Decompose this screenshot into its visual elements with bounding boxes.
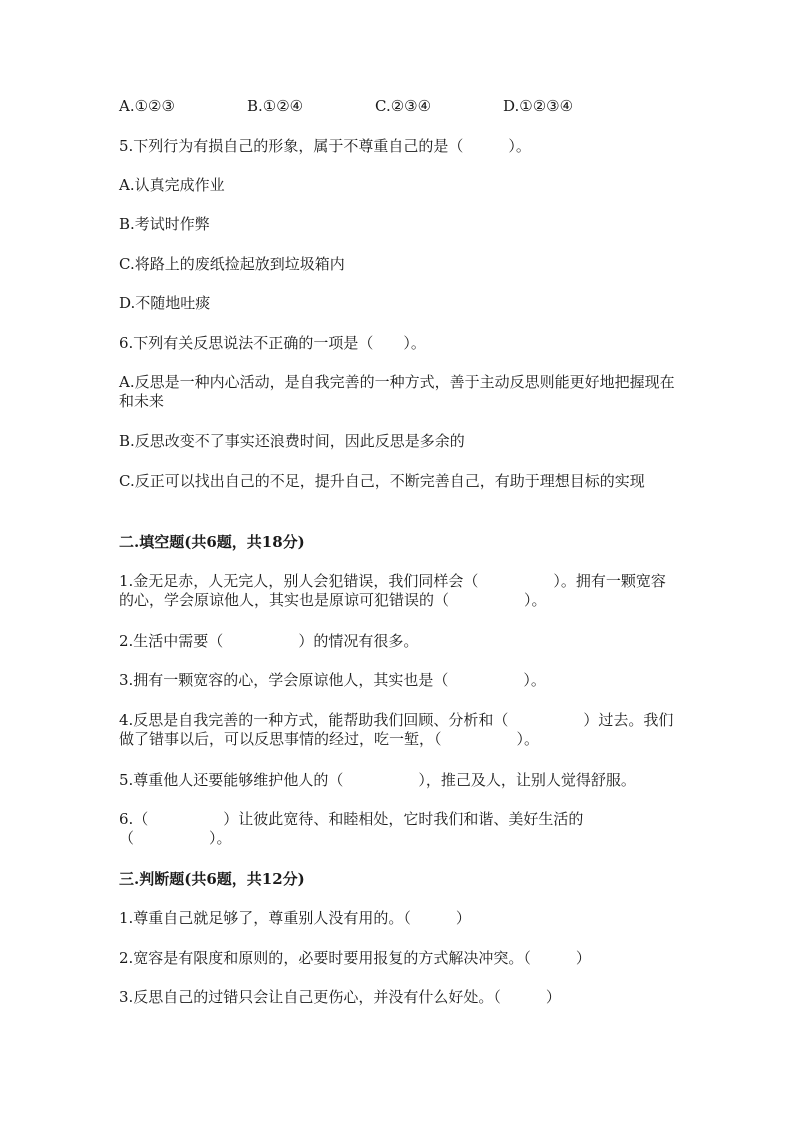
q4-option-c: C.②③④ xyxy=(375,97,432,115)
q6-stem: 6.下列有关反思说法不正确的一项是（ ）。 xyxy=(119,334,426,352)
judge-item-3: 3.反思自己的过错只会让自己更伤心，并没有什么好处。（ ） xyxy=(119,988,561,1006)
q5-option-b: B.考试时作弊 xyxy=(119,215,210,233)
q5-option-d: D.不随地吐痰 xyxy=(119,294,211,312)
fill-item-6: 6.（ ）让彼此宽待、和睦相处，它时我们和谐、美好生活的（ ）。 xyxy=(119,810,584,847)
q6-option-b: B.反思改变不了事实还浪费时间，因此反思是多余的 xyxy=(119,432,465,450)
q5-option-c: C.将路上的废纸捡起放到垃圾箱内 xyxy=(119,255,345,273)
fill-item-4: 4.反思是自我完善的一种方式，能帮助我们回顾、分析和（ ）过去。我们做了错事以后，可以反思事情的经过，吃一堑，（ ）。 xyxy=(119,711,674,748)
fill-item-5: 5.尊重他人还要能够维护他人的（ ），推己及人，让别人觉得舒服。 xyxy=(119,771,636,789)
section3-heading: 三.判断题(共6题，共12分) xyxy=(119,870,305,888)
judge-item-2: 2.宽容是有限度和原则的，必要时要用报复的方式解决冲突。（ ） xyxy=(119,949,591,967)
q4-option-b: B.①②④ xyxy=(247,97,304,115)
q6-option-a: A.反思是一种内心活动，是自我完善的一种方式，善于主动反思则能更好地把握现在和未来 xyxy=(119,373,675,410)
fill-item-1: 1.金无足赤，人无完人，别人会犯错误，我们同样会（ ）。拥有一颗宽容的心，学会原谅他人，其实也是原谅可犯错误的（ ）。 xyxy=(119,572,666,609)
judge-item-1: 1.尊重自己就足够了，尊重别人没有用的。（ ） xyxy=(119,909,471,927)
q6-option-c: C.反正可以找出自己的不足，提升自己，不断完善自己，有助于理想目标的实现 xyxy=(119,472,645,490)
q4-options xyxy=(119,97,679,116)
fill-item-3: 3.拥有一颗宽容的心，学会原谅他人，其实也是（ ）。 xyxy=(119,671,546,689)
q5-stem: 5.下列行为有损自己的形象，属于不尊重自己的是（ ）。 xyxy=(119,137,531,155)
fill-item-2: 2.生活中需要（ ）的情况有很多。 xyxy=(119,632,419,650)
q4-option-d: D.①②③④ xyxy=(503,97,574,115)
q5-option-a: A.认真完成作业 xyxy=(119,176,225,194)
q4-option-a: A.①②③ xyxy=(119,97,175,115)
section2-heading: 二.填空题(共6题，共18分) xyxy=(119,533,305,551)
